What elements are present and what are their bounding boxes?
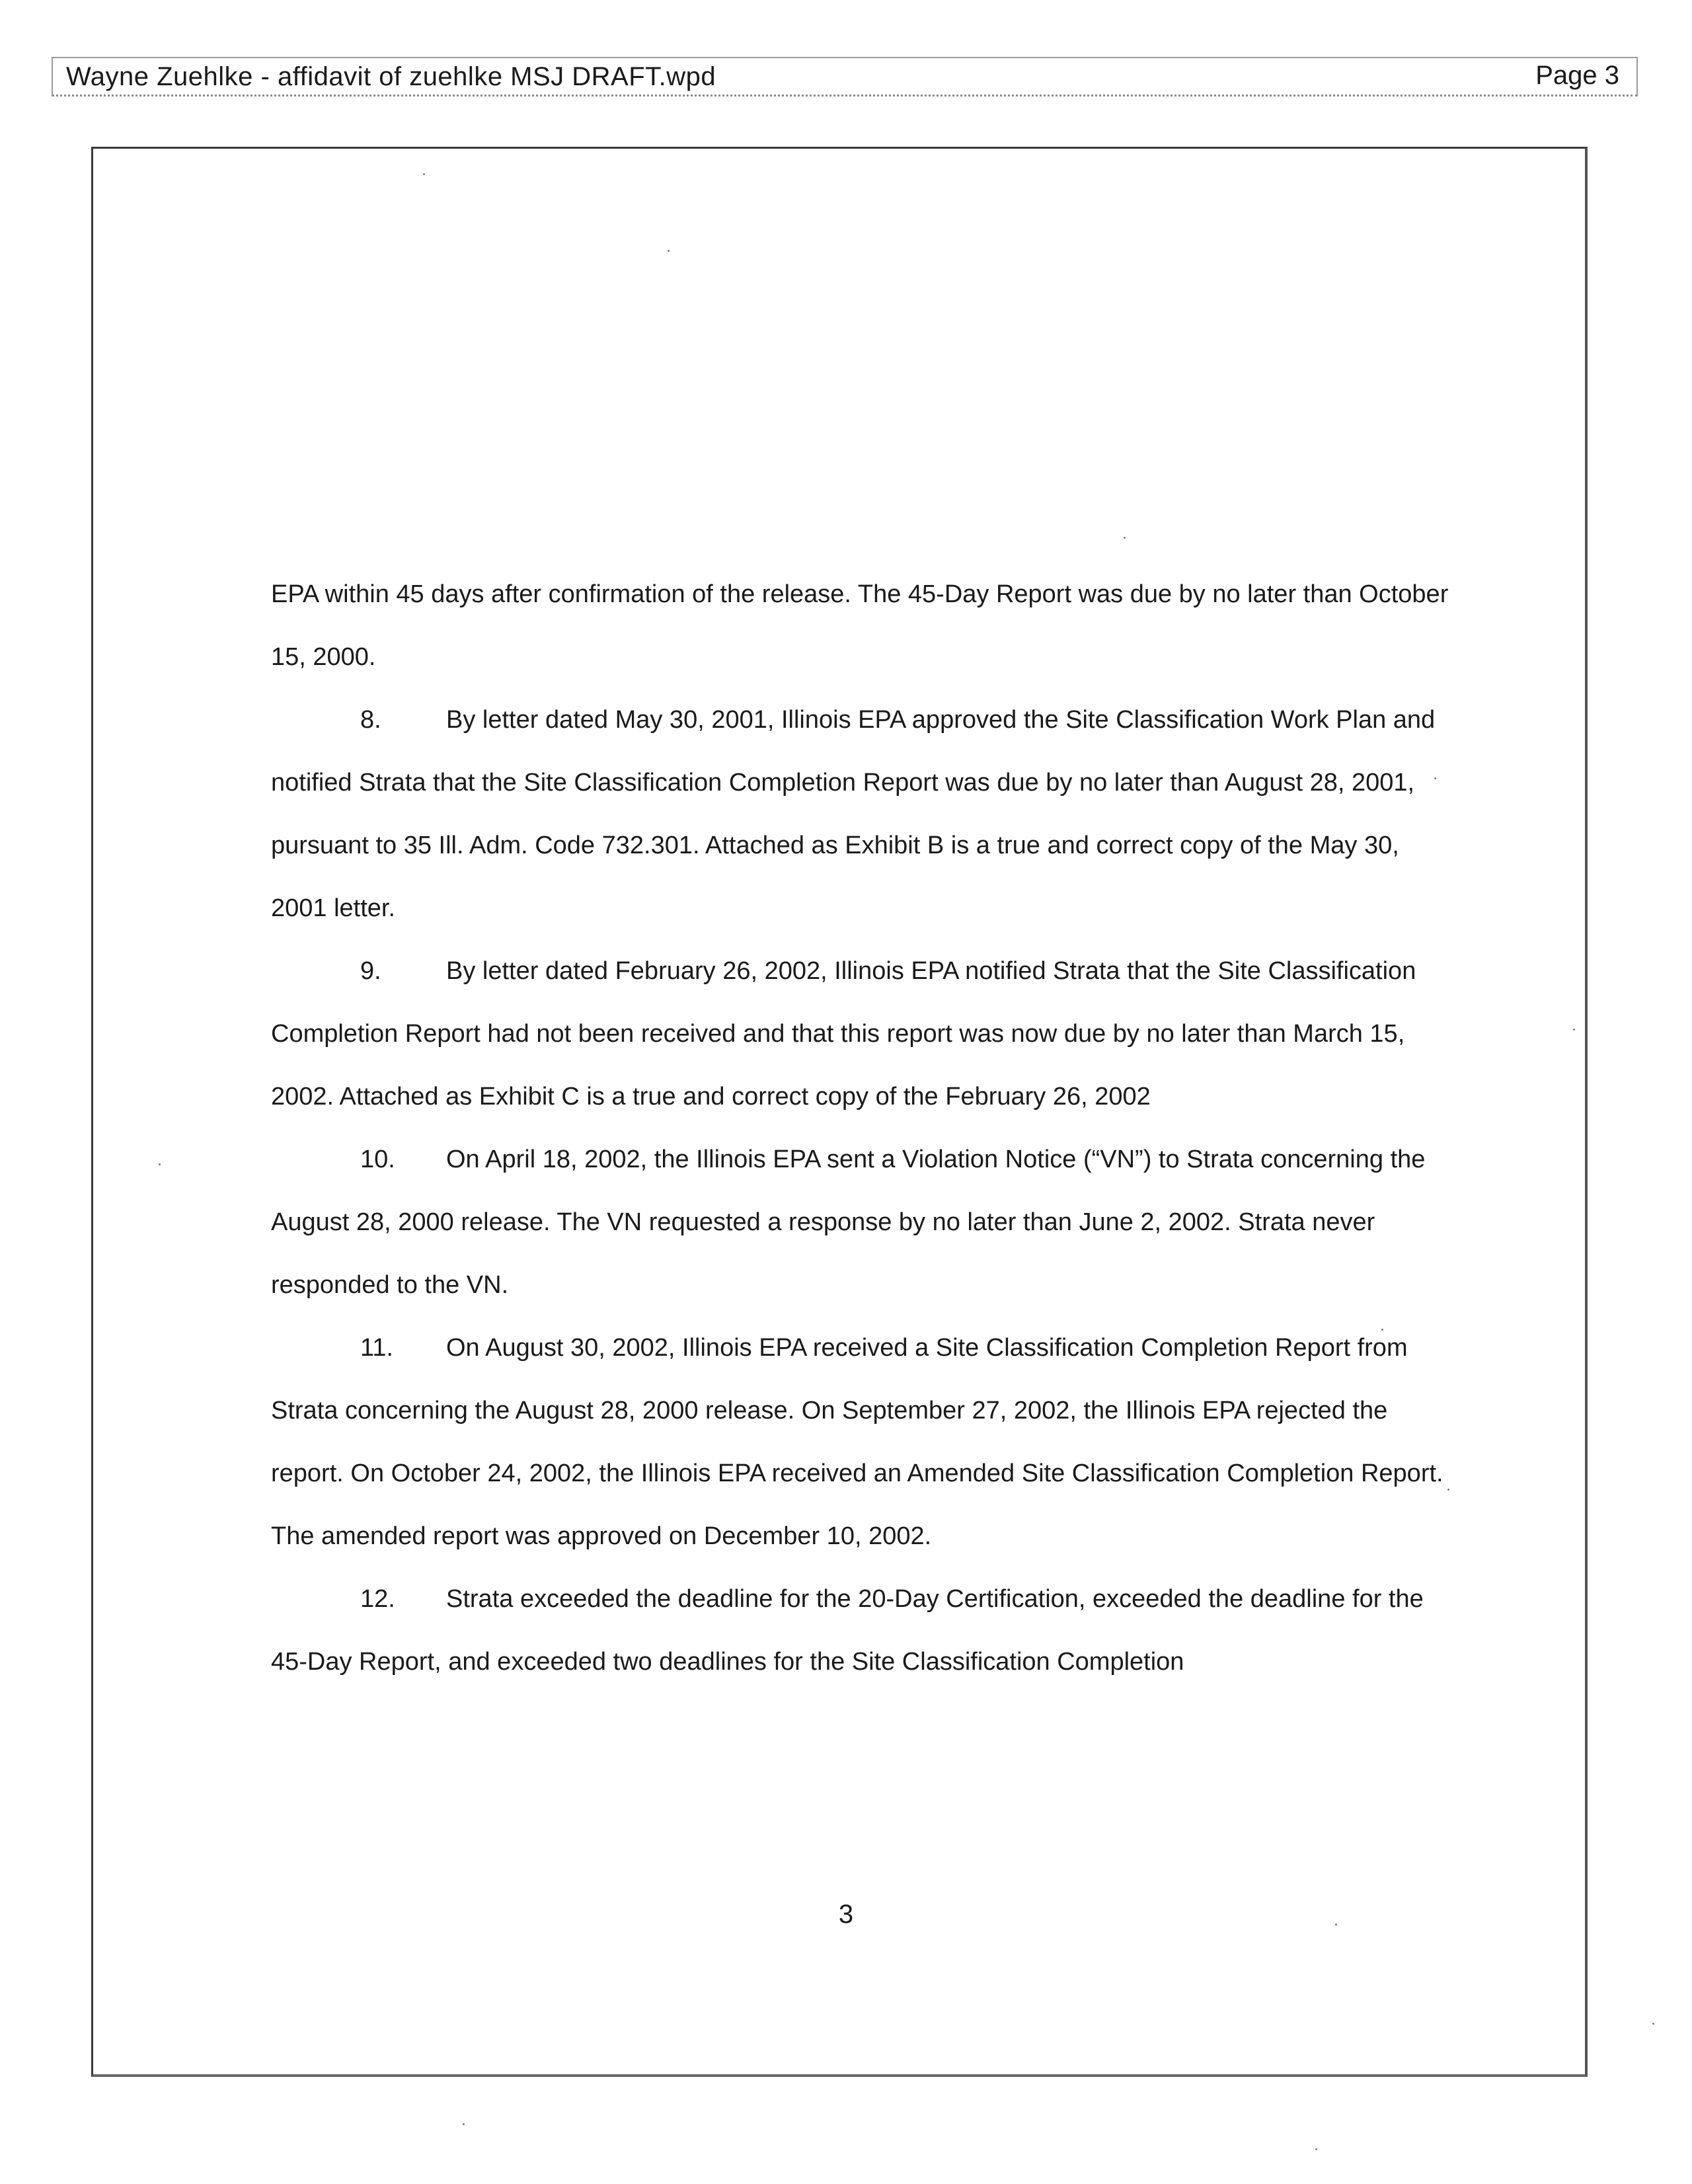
paragraph-text: On April 18, 2002, the Illinois EPA sent a Violation Notice (“VN”) to Strata concerning the August 28, 2000 release. The VN requested a response by no later than June 2, 2002. Strata never responded to the VN. [271,1146,1426,1299]
scan-speck [1124,537,1126,539]
scan-speck [1434,777,1436,779]
paragraph-8 [271,689,1454,940]
scan-speck [1652,2023,1654,2025]
paragraph-9 [271,940,1454,1128]
page-indicator: Page 3 [1535,61,1619,90]
paragraph-number: 8. [360,706,381,734]
scan-speck [423,173,425,175]
paragraph-10 [271,1128,1454,1317]
paragraph-number: 12. [360,1585,395,1613]
scan-speck [1447,1489,1449,1491]
scan-speck [1315,2148,1317,2150]
scan-speck [1335,1924,1337,1926]
paragraph-text: Strata exceeded the deadline for the 20-Day Certification, exceeded the deadline for the 45-Day Report, and exceeded two deadlines for the Site Classification Completion [271,1585,1424,1676]
scan-speck [159,1163,161,1165]
paragraph-12 [271,1568,1454,1694]
paragraph-number: 9. [360,957,381,985]
scan-speck [1573,1029,1575,1031]
paragraph-text: On August 30, 2002, Illinois EPA received a Site Classification Completion Report from Strata concerning the August 28, 2000 release. On September 27, 2002, the Illinois EPA rejected the report. On October 24, 2002, the Illinois EPA received an Amended Site Classification Completion Report. The amended report was approved on December 10, 2002. [271,1334,1443,1550]
paragraph-number: 10. [360,1146,395,1173]
page-number: 3 [838,1900,854,1929]
paragraph-text: By letter dated May 30, 2001, Illinois EPA approved the Site Classification Work Plan and notified Strata that the Site Classification Completion Report was due by no later than August 28, 2001, pursuant to 35 Ill. Adm. Code 732.301. Attached as Exhibit B is a true and correct copy of the May 30, 2001 letter. [271,706,1436,922]
scan-speck [463,2123,465,2125]
paragraph-number: 11. [360,1334,394,1362]
document-title: Wayne Zuehlke - affidavit of zuehlke MSJ DRAFT.wpd [66,62,716,91]
affidavit-body [271,563,1454,1694]
scan-speck [668,250,670,252]
continuation-paragraph: EPA within 45 days after confirmation of the release. The 45-Day Report was due by no later than October 15, 2000. [271,580,1449,671]
paragraph-11 [271,1317,1454,1568]
scan-speck [1381,1329,1383,1331]
paragraph-text: By letter dated February 26, 2002, Illinois EPA notified Strata that the Site Classification Completion Report had not been received and that this report was now due by no later than March 15, 2002. Attached as Exhibit C is a true and correct copy of the February 26, 2002 [271,957,1416,1111]
